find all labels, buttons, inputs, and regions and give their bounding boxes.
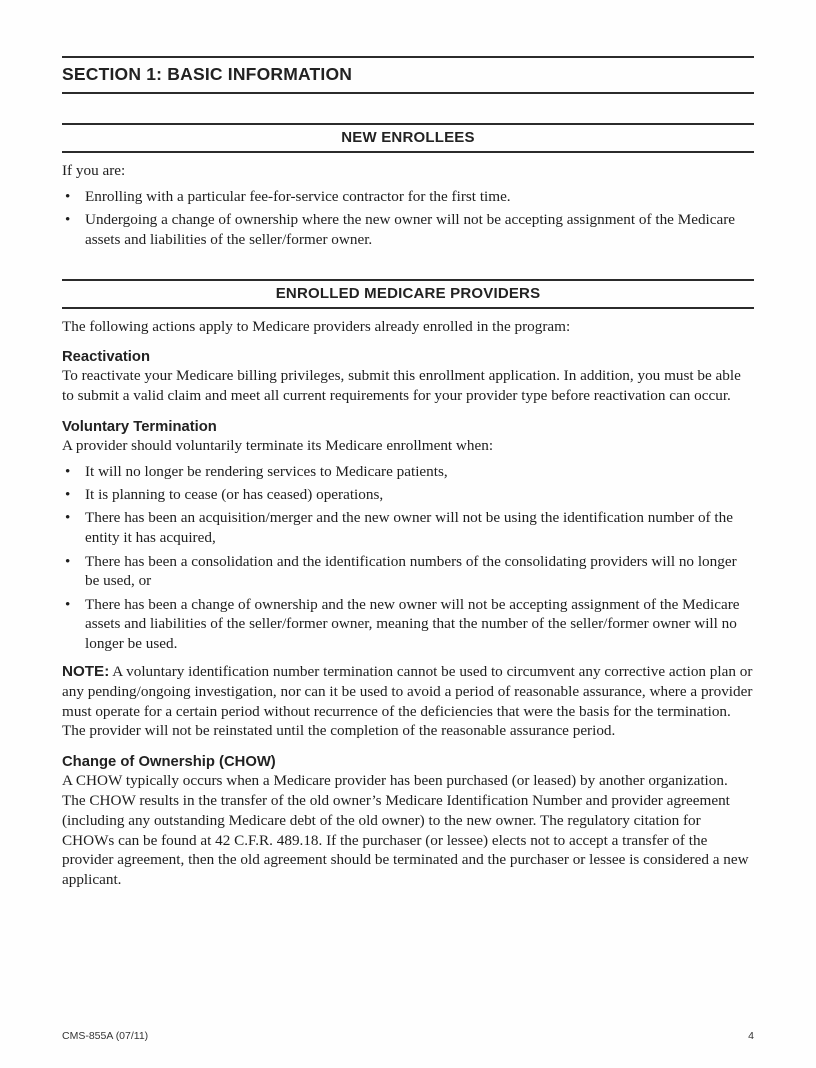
list-item-text: • There has been a consolidation and the identification numbers of the consolidating providers will no longer be used, or — [85, 552, 737, 590]
reactivation-body: To reactivate your Medicare billing privileges, submit this enrollment application. In addition, you must be able to submit a valid claim and meet all current requirements for your provider type before reactivation can occur. — [62, 367, 741, 405]
enrolled-providers-header — [62, 279, 754, 309]
list-item-text: • There has been an acquisition/merger and the new owner will not be using the identification number of the entity it has acquired, — [85, 509, 733, 547]
footer-form-number: CMS-855A (07/11) — [62, 1030, 149, 1042]
section-header — [62, 56, 754, 94]
list-item-text: • There has been a change of ownership and the new owner will not be accepting assignment of the Medicare assets and liabilities of the seller/former owner, meaning that the number of the seller/former owner will no longer be used. — [85, 595, 740, 653]
list-item — [62, 210, 754, 250]
list-item-text: • It will no longer be rendering services to Medicare patients, — [85, 462, 448, 480]
list-item-text: • It is planning to cease (or has ceased) operations, — [85, 486, 384, 504]
reactivation-heading: Reactivation — [62, 349, 150, 366]
list-item — [62, 485, 754, 505]
page-footer — [62, 1030, 754, 1042]
note-body: A voluntary identification number termination cannot be used to circumvent any corrective action plan or any pending/ongoing investigation, nor can it be used to avoid a period of reasonable assurance, where a provider must operate for a certain period without recurrence of the deficiencies that were the basis for the termination. The provider will not be reinstated until the completion of the reasonable assurance period. — [62, 663, 753, 740]
list-item — [62, 552, 754, 592]
voluntary-termination-bullet-list — [62, 462, 754, 654]
list-item — [62, 187, 754, 207]
new-enrollees-heading: NEW ENROLLEES — [341, 129, 475, 146]
section-title: SECTION 1: BASIC INFORMATION — [62, 64, 353, 84]
list-item-text: • Undergoing a change of ownership where the new owner will not be accepting assignment of the Medicare assets and liabilities of the seller/former owner. — [85, 211, 736, 248]
new-enrollees-bullet-list — [62, 187, 754, 250]
list-item — [62, 595, 754, 654]
chow-body: A CHOW typically occurs when a Medicare provider has been purchased (or leased) by another organization. The CHOW results in the transfer of the old owner’s Medicare Identification Number and provider agreement (including any outstanding Medicare debt of the old owner) to the new owner. The regulatory citation for CHOWs can be found at 42 C.F.R. 489.18. If the purchaser (or lessee) elects not to accept a transfer of the provider agreement, then the old agreement should be terminated and the purchaser or lessee is considered a new applicant. — [62, 772, 749, 889]
enrolled-providers-heading: ENROLLED MEDICARE PROVIDERS — [275, 284, 541, 302]
new-enrollees-header — [62, 123, 754, 153]
note-paragraph — [62, 662, 754, 741]
voluntary-termination-intro: A provider should voluntarily terminate its Medicare enrollment when: — [62, 437, 494, 455]
note-label: NOTE: — [62, 663, 110, 681]
list-item — [62, 508, 754, 548]
enrolled-providers-intro: The following actions apply to Medicare providers already enrolled in the program: — [62, 317, 571, 335]
voluntary-termination-heading: Voluntary Termination — [62, 419, 217, 436]
list-item — [62, 462, 754, 482]
new-enrollees-intro: If you are: — [62, 162, 126, 179]
list-item-text: • Enrolling with a particular fee-for-service contractor for the first time. — [85, 187, 511, 205]
footer-page-number: 4 — [748, 1030, 754, 1042]
chow-heading: Change of Ownership (CHOW) — [62, 754, 276, 771]
